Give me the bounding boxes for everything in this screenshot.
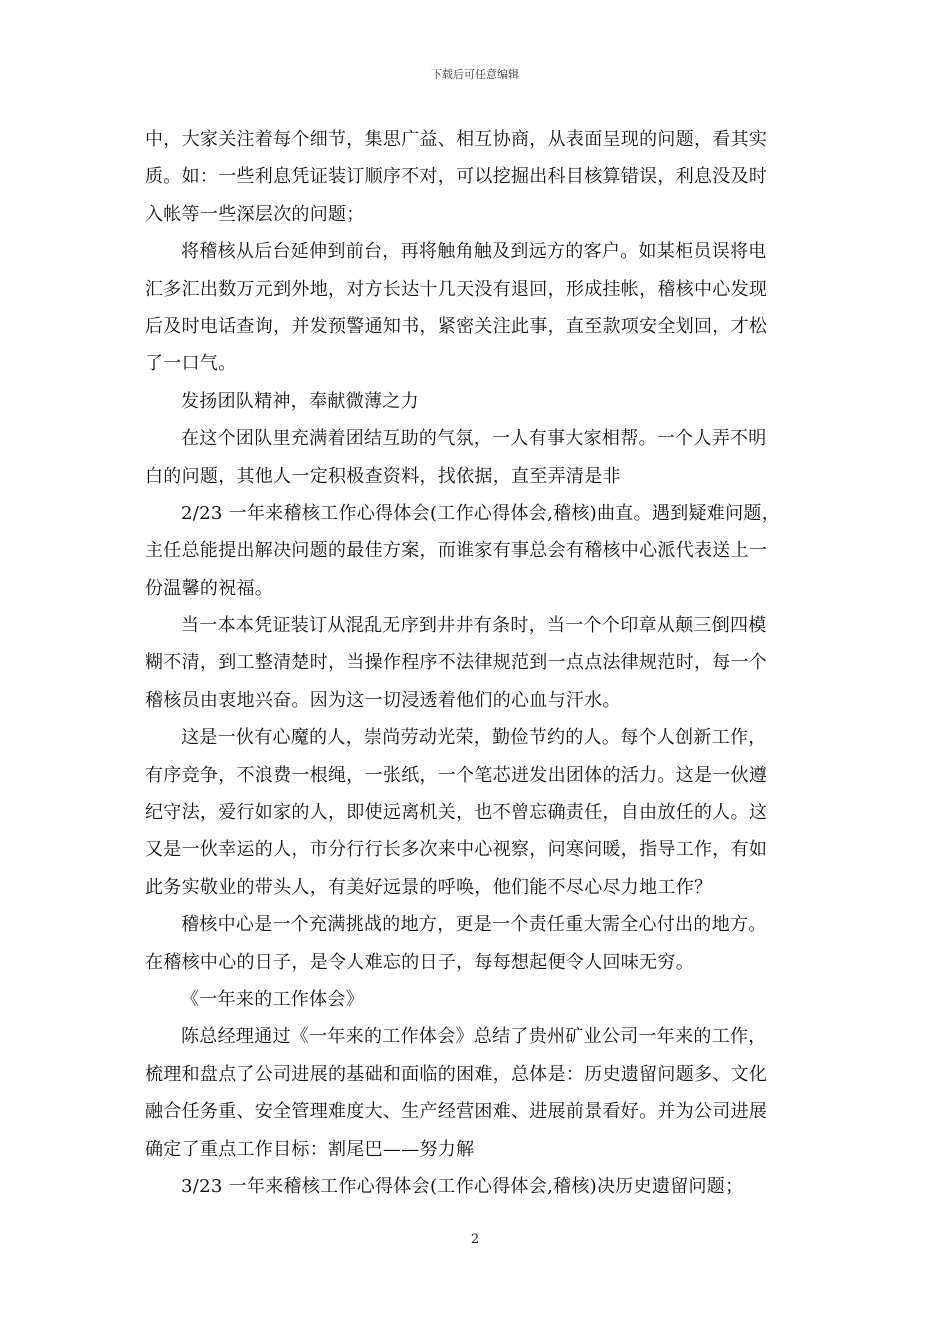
text-line: 份温馨的祝福。 — [145, 577, 274, 599]
text-line: 中，大家关注着每个细节，集思广益、相互协商，从表面呈现的问题，看其实 — [145, 129, 768, 150]
text-line: 3/23 一年来稽核工作心得体会(工作心得体会,稽核)决历史遗留问题； — [181, 1175, 744, 1197]
text-line: 在这个团队里充满着团结互助的气氛，一人有事大家相帮。一个人弄不明 — [181, 428, 767, 450]
text-line: 当一本本凭证装订从混乱无序到井井有条时，当一个个印章从颠三倒四模 — [181, 615, 767, 637]
text-line: 融合任务重、安全管理难度大、生产经营困难、进展前景看好。并为公司进展 — [145, 1101, 768, 1123]
text-line: 汇多汇出数万元到外地，对方长达十几天没有退回，形成挂帐，稽核中心发现 — [145, 278, 768, 300]
text-line: 将稽核从后台延伸到前台，再将触角触及到远方的客户。如某柜员误将电 — [181, 241, 767, 263]
page-header: 下载后可任意编辑 — [431, 68, 519, 81]
text-line: 此务实敬业的带头人，有美好远景的呼唤，他们能不尽心尽力地工作？ — [145, 876, 713, 898]
text-line: 又是一伙幸运的人，市分行行长多次来中心视察，问寒问暖，指导工作，有如 — [145, 839, 768, 861]
text-line: 发扬团队精神，奉献微薄之力 — [181, 390, 419, 412]
text-line: 了一口气。 — [145, 353, 237, 375]
text-line: 在稽核中心的日子，是令人难忘的日子，每每想起便令人回味无穷。 — [145, 951, 694, 973]
text-line: 稽核中心是一个充满挑战的地方，更是一个责任重大需全心付出的地方。 — [181, 914, 767, 936]
text-line: 入帐等一些深层次的问题； — [145, 203, 365, 225]
text-line: 梳理和盘点了公司进展的基础和面临的困难，总体是：历史遗留问题多、文化 — [145, 1063, 768, 1085]
text-line: 后及时电话查询，并发预警通知书，紧密关注此事，直至款项安全划回，才松 — [145, 315, 768, 337]
text-line: 稽核员由衷地兴奋。因为这一切浸透着他们的心血与汗水。 — [145, 689, 621, 711]
text-line: 纪守法，爱行如家的人，即使远离机关，也不曾忘确责任，自由放任的人。这 — [145, 802, 768, 824]
text-line: 有序竞争，不浪费一根绳，一张纸，一个笔芯迸发出团体的活力。这是一伙遵 — [145, 764, 768, 786]
document-body — [145, 121, 817, 1205]
text-line: 糊不清，到工整清楚时，当操作程序不法律规范到一点点法律规范时，每一个 — [145, 652, 768, 674]
text-line: 质。如：一些利息凭证装订顺序不对，可以挖掘出科目核算错误，利息没及时 — [145, 166, 768, 188]
text-line: 主任总能提出解决问题的最佳方案，而谁家有事总会有稽核中心派代表送上一 — [145, 540, 768, 562]
page-number: 2 — [470, 1232, 480, 1247]
text-line: 《一年来的工作体会》 — [181, 988, 364, 1010]
text-line: 陈总经理通过《一年来的工作体会》总结了贵州矿业公司一年来的工作， — [181, 1026, 767, 1048]
text-line: 2/23 一年来稽核工作心得体会(工作心得体会,稽核)曲直。遇到疑难问题， — [181, 502, 781, 524]
text-line: 白的问题，其他人一定积极查资料，找依据，直至弄清是非 — [145, 465, 621, 487]
text-line: 这是一伙有心魔的人，崇尚劳动光荣，勤俭节约的人。每个人创新工作， — [181, 727, 767, 749]
text-line: 确定了重点工作目标：割尾巴——努力解 — [145, 1138, 475, 1160]
